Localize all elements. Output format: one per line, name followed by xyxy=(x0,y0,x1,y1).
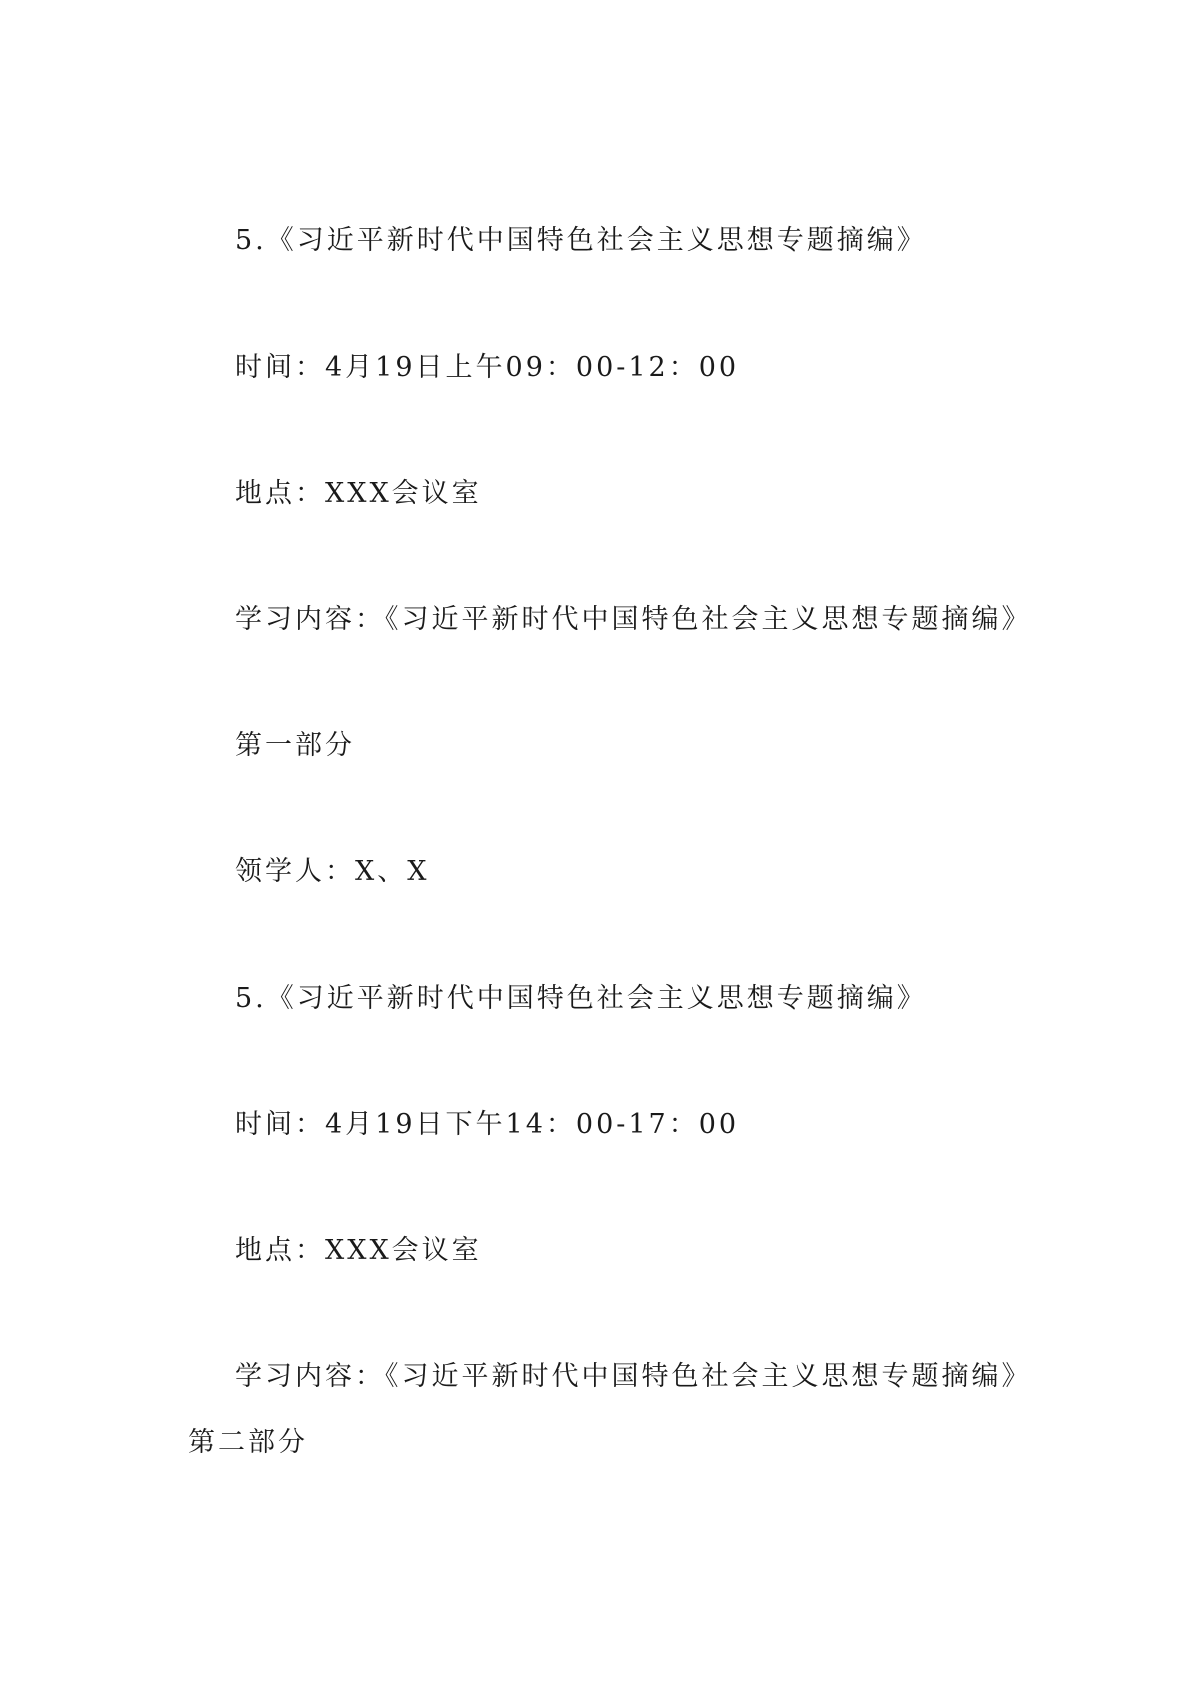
session-title-2: 5.《习近平新时代中国特色社会主义思想专题摘编》 xyxy=(235,983,927,1014)
session-leader-1: 领学人：X、X xyxy=(235,856,430,887)
session-part-1: 第一部分 xyxy=(235,730,355,761)
session-time-1: 时间：4月19日上午09：00-12：00 xyxy=(235,352,740,383)
session-time-2: 时间：4月19日下午14：00-17：00 xyxy=(235,1109,740,1140)
session-location-1: 地点：XXX会议室 xyxy=(235,478,482,509)
session-content-1: 学习内容：《习近平新时代中国特色社会主义思想专题摘编》 xyxy=(235,604,1032,635)
session-content-2: 学习内容：《习近平新时代中国特色社会主义思想专题摘编》第二部分 xyxy=(188,1361,1032,1458)
session-title-1: 5.《习近平新时代中国特色社会主义思想专题摘编》 xyxy=(235,225,927,256)
session-location-2: 地点：XXX会议室 xyxy=(235,1235,482,1266)
